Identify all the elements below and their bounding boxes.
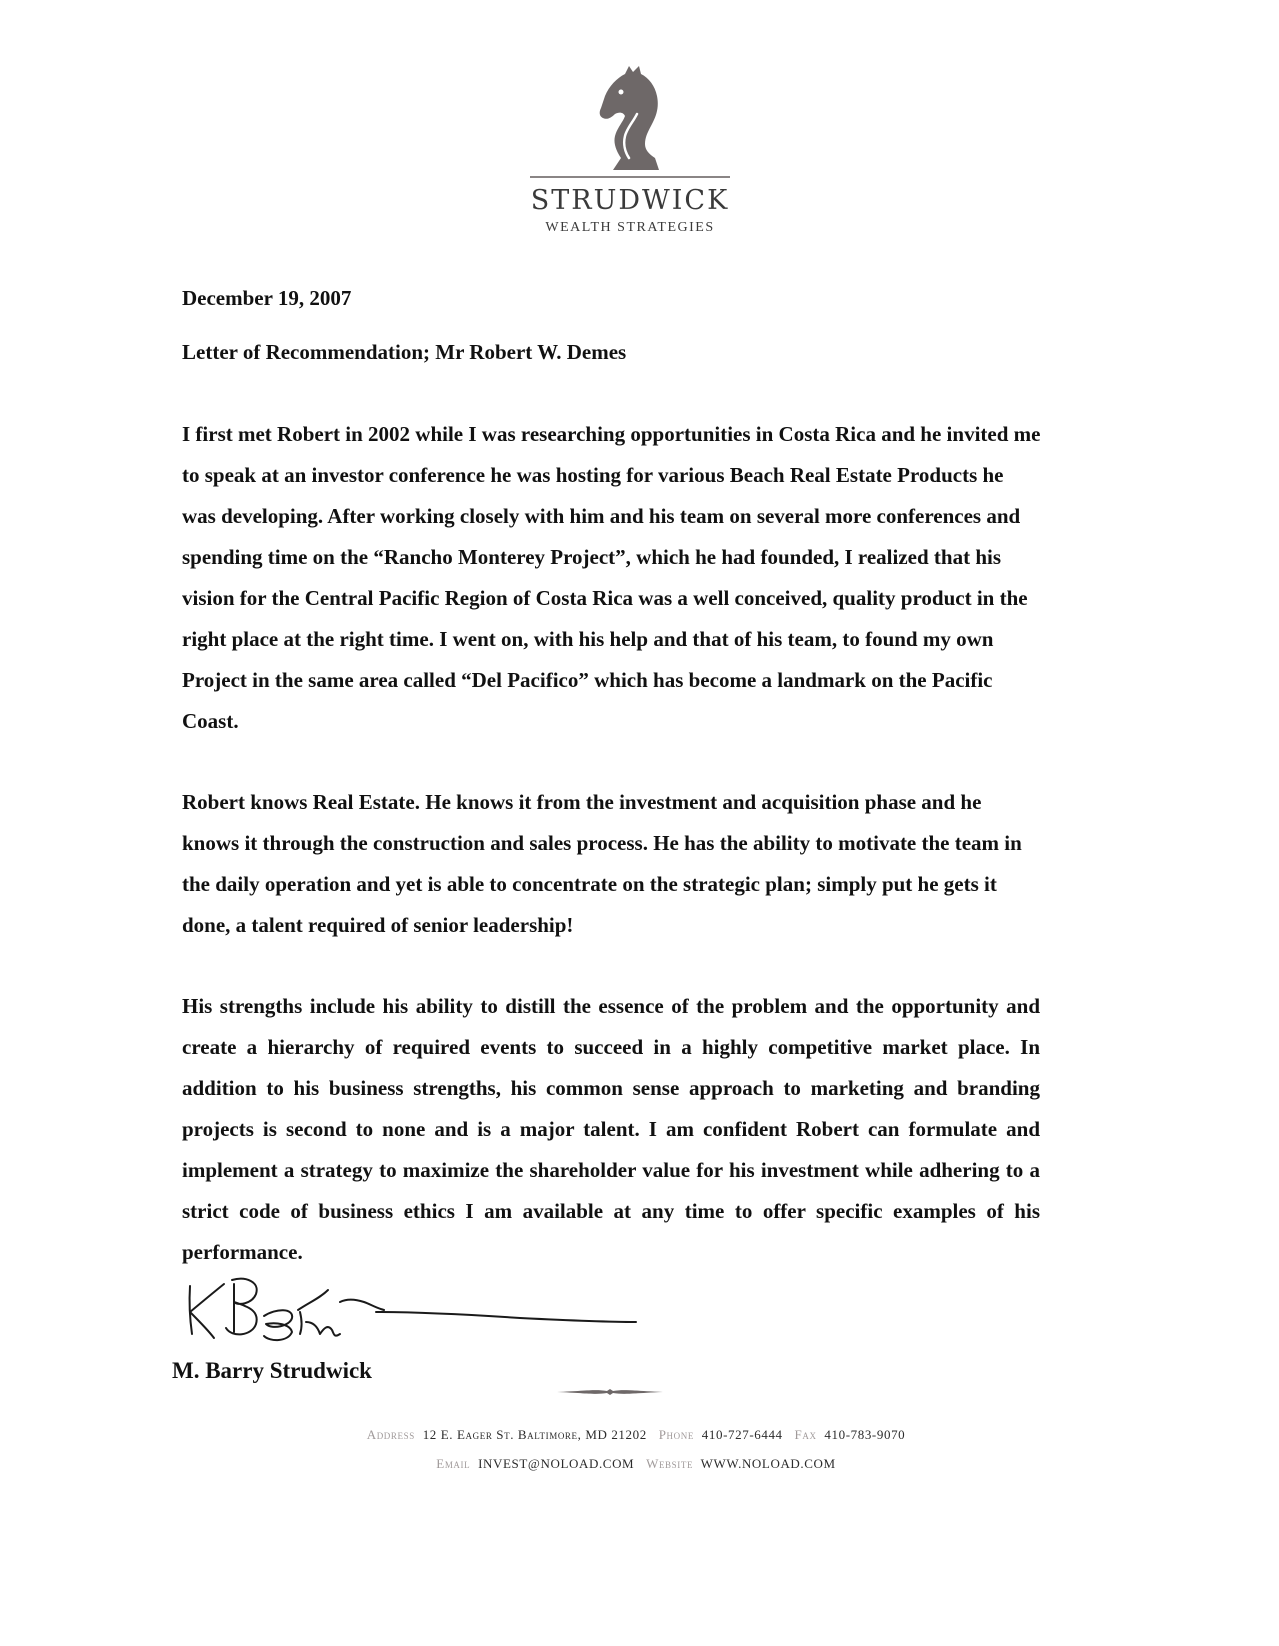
fax-label: Fax [794,1427,817,1442]
handwritten-signature [180,1272,650,1362]
letter-subject: Letter of Recommendation; Mr Robert W. Demes [182,340,627,364]
knight-chess-logo-icon [575,58,685,176]
paragraph-strengths: His strengths include his ability to distill the essence of the problem and the opportunity and create a hierarchy of required events to succeed in a highly competitive market place. In addition to his business strengths, his common sense approach to marketing and branding projects is second to none and is a major talent. I am confident Robert can formulate and implement a strategy to maximize the shareholder value for his investment while adhering to a strict code of business ethics I am available at any time to offer specific examples of his performance. [182,994,1040,1264]
fax-value: 410-783-9070 [824,1427,906,1442]
email-value: INVEST@NOLOAD.COM [478,1456,635,1471]
paragraph-first-meeting: I first met Robert in 2002 while I was researching opportunities in Costa Rica and he invited me to speak at an investor conference he was hosting for various Beach Real Estate Products he was developing. After working closely with him and his team on several more conferences and spending time on the “Rancho Monterey Project”, which he had founded, I realized that his vision for the Central Pacific Region of Costa Rica was a well conceived, quality product in the right place at the right time. I went on, with his help and that of his team, to found my own Project in the same area called “Del Pacifico” which has become a landmark on the Pacific Coast. [182,422,1041,733]
paragraph-real-estate: Robert knows Real Estate. He knows it from the investment and acquisition phase and he knows it through the construction and sales process. He has the ability to motivate the team in the daily operation and yet is able to concentrate on the strategic plan; simply put he gets it done, a talent required of senior leadership! [182,790,1022,937]
footer-line-2 [240,1449,1040,1478]
website-label: Website [646,1456,694,1471]
footer-line-1 [240,1420,1040,1449]
logo-divider [530,176,730,178]
letter-date: December 19, 2007 [182,286,352,310]
footer-contact [240,1420,1040,1478]
address-label: Address [366,1427,415,1442]
email-label: Email [436,1456,471,1471]
brand-tagline: WEALTH STRATEGIES [545,220,715,235]
brand-name: STRUDWICK [530,185,730,216]
signer-name: M. Barry Strudwick [172,1358,372,1383]
address-value: 12 E. Eager St. Baltimore, MD 21202 [422,1427,647,1442]
phone-label: Phone [658,1427,694,1442]
website-value: WWW.NOLOAD.COM [700,1456,836,1471]
phone-value: 410-727-6444 [701,1427,783,1442]
footer-ornament-icon [555,1386,665,1398]
letterhead [480,58,780,236]
